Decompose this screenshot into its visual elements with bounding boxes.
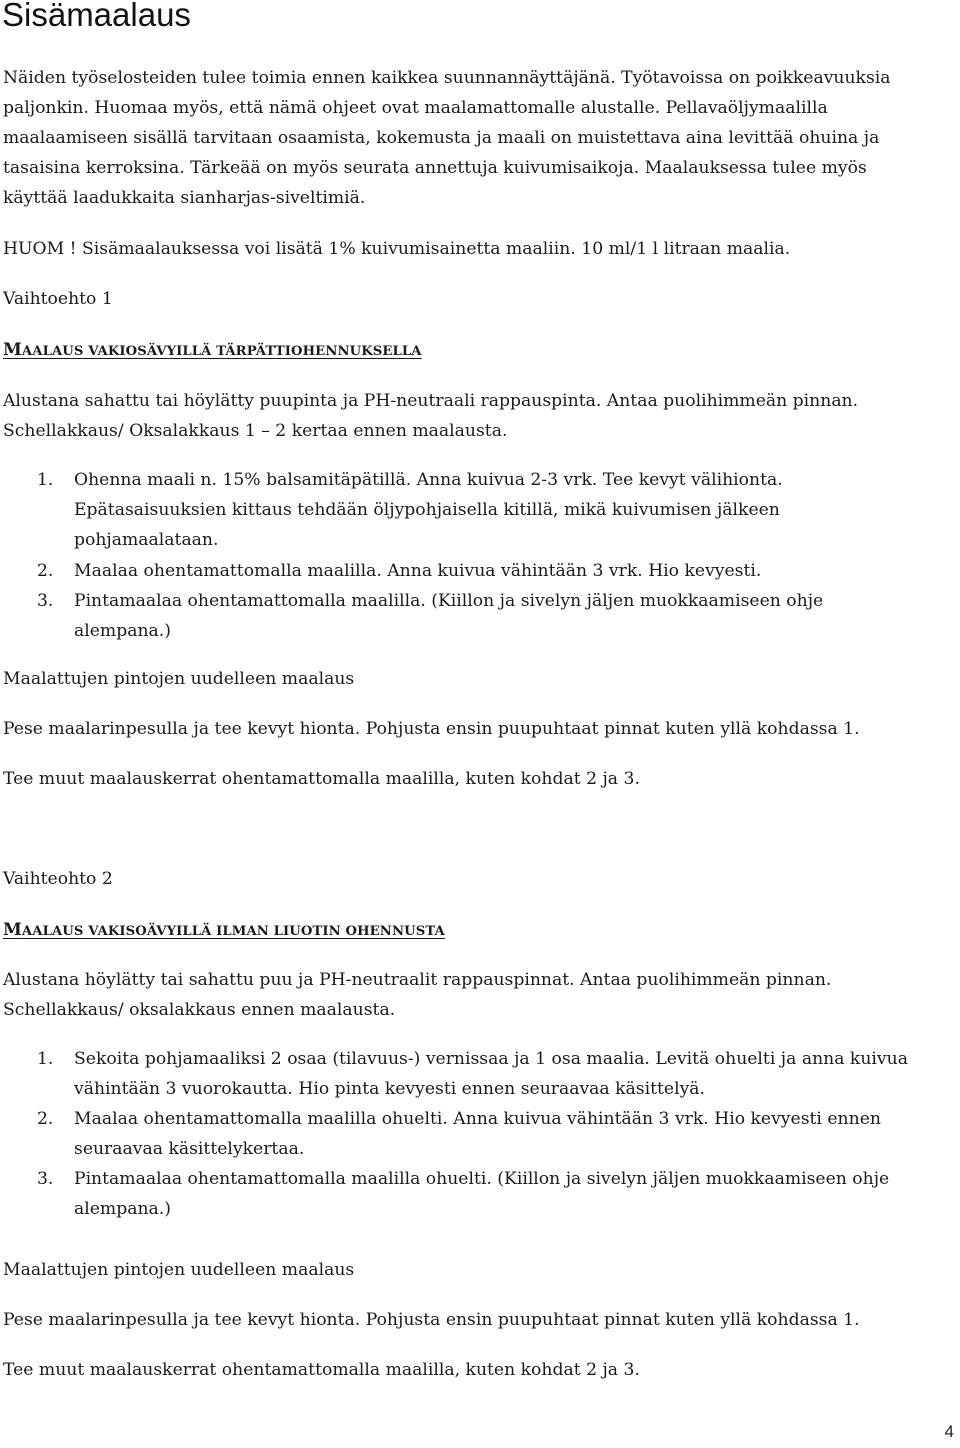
option2-step-line: seuraavaa käsittelykertaa.	[74, 1139, 305, 1159]
option1-heading-initial: M	[3, 340, 22, 360]
option2-step-number: 3.	[37, 1169, 54, 1189]
intro-line: Näiden työselosteiden tulee toimia ennen kaikkea suunnannäyttäjänä. Työtavoissa on poikkeavuuksia	[3, 68, 891, 88]
option1-base-line: Alustana sahattu tai höylätty puupinta ja PH-neutraali rappauspinta. Antaa puolihimmeän pinnan.	[3, 391, 859, 411]
option2-base-line: Alustana höylätty tai sahattu puu ja PH-neutraalit rappauspinnat. Antaa puolihimmeän pinnan.	[3, 970, 832, 990]
option2-heading-initial: M	[3, 920, 22, 940]
option2-step-line: vähintään 3 vuorokautta. Hio pinta kevyesti ennen seuraavaa käsittelyä.	[74, 1079, 706, 1099]
option1-step-line: alempana.)	[74, 621, 171, 641]
option2-step-line: Pintamaalaa ohentamattomalla maalilla ohuelti. (Kiillon ja sivelyn jäljen muokkaamiseen ohje	[74, 1169, 890, 1189]
option1-step-line: pohjamaalataan.	[74, 530, 219, 550]
option2-step-number: 1.	[37, 1049, 54, 1069]
option1-step-number: 1.	[37, 470, 54, 490]
option2-repaint-title: Maalattujen pintojen uudelleen maalaus	[3, 1260, 355, 1280]
option2-step-line: Sekoita pohjamaaliksi 2 osaa (tilavuus-) vernissaa ja 1 osa maalia. Levitä ohuelti ja anna kuivua	[74, 1049, 908, 1069]
option1-base-line: Schellakkaus/ Oksalakkaus 1 – 2 kertaa ennen maalausta.	[3, 421, 508, 441]
option2-step-line: Maalaa ohentamattomalla maalilla ohuelti. Anna kuivua vähintään 3 vrk. Hio kevyesti ennen	[74, 1109, 881, 1129]
option2-label: Vaihteohto 2	[3, 869, 113, 889]
option1-step-line: Pintamaalaa ohentamattomalla maalilla. (Kiillon ja sivelyn jäljen muokkaamiseen ohje	[74, 591, 824, 611]
note-text: HUOM ! Sisämaalauksessa voi lisätä 1% kuivumisainetta maaliin. 10 ml/1 l litraan maalia.	[3, 239, 791, 259]
option1-step-line: Ohenna maali n. 15% balsamitäpätillä. Anna kuivua 2-3 vrk. Tee kevyt välihionta.	[74, 470, 783, 490]
page-number: 4	[944, 1422, 954, 1441]
option1-heading-rest: AALAUS VAKIOSÄVYILLÄ TÄRPÄTTIOHENNUKSELLA	[21, 344, 422, 359]
option1-heading	[3, 340, 422, 360]
intro-line: maalaamiseen sisällä tarvitaan osaamista, kokemusta ja maali on muistettava aina levittää ohuina ja	[3, 128, 880, 148]
option1-repaint-text: Pese maalarinpesulla ja tee kevyt hionta. Pohjusta ensin puupuhtaat pinnat kuten yllä kohdassa 1.	[3, 719, 860, 739]
option2-base-line: Schellakkaus/ oksalakkaus ennen maalausta.	[3, 1000, 396, 1020]
option2-repaint-text: Tee muut maalauskerrat ohentamattomalla maalilla, kuten kohdat 2 ja 3.	[3, 1360, 640, 1380]
option1-step-line: Maalaa ohentamattomalla maalilla. Anna kuivua vähintään 3 vrk. Hio kevyesti.	[74, 561, 762, 581]
option1-label: Vaihtoehto 1	[3, 289, 113, 309]
option2-step-number: 2.	[37, 1109, 54, 1129]
option2-heading	[3, 920, 445, 940]
option2-repaint-text: Pese maalarinpesulla ja tee kevyt hionta. Pohjusta ensin puupuhtaat pinnat kuten yllä kohdassa 1.	[3, 1310, 860, 1330]
intro-line: paljonkin. Huomaa myös, että nämä ohjeet ovat maalamattomalle alustalle. Pellavaöljymaalilla	[3, 98, 828, 118]
intro-line: tasaisina kerroksina. Tärkeää on myös seurata annettuja kuivumisaikoja. Maalauksessa tulee myös	[3, 158, 867, 178]
option1-step-line: Epätasaisuuksien kittaus tehdään öljypohjaisella kitillä, mikä kuivumisen jälkeen	[74, 500, 780, 520]
option2-heading-rest: AALAUS VAKISOÄVYILLÄ ILMAN LIUOTIN OHENNUSTA	[21, 924, 445, 939]
page-title: Sisämaalaus	[2, 0, 191, 33]
option1-repaint-text: Tee muut maalauskerrat ohentamattomalla maalilla, kuten kohdat 2 ja 3.	[3, 769, 640, 789]
intro-line: käyttää laadukkaita sianharjas-siveltimiä.	[3, 188, 366, 208]
option1-step-number: 3.	[37, 591, 54, 611]
option1-repaint-title: Maalattujen pintojen uudelleen maalaus	[3, 669, 355, 689]
option2-step-line: alempana.)	[74, 1199, 171, 1219]
option1-step-number: 2.	[37, 561, 54, 581]
